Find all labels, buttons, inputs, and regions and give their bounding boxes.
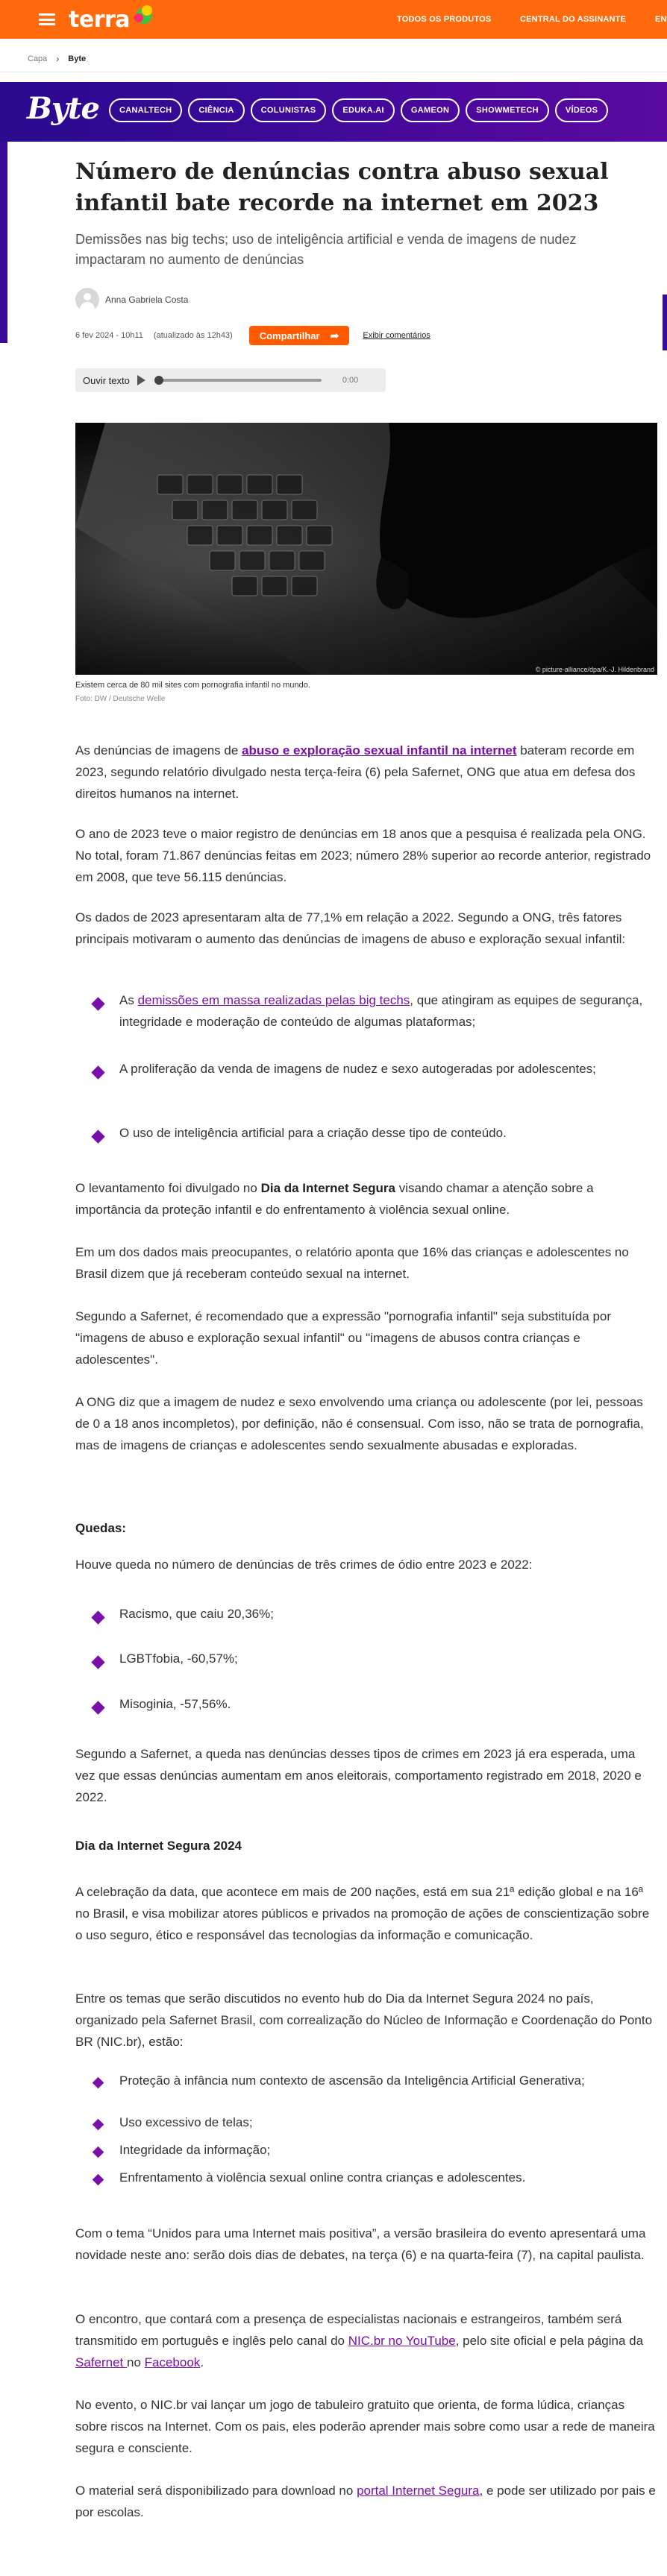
paragraph-3: Os dados de 2023 apresentaram alta de 77,1% em relação a 2022. Segundo a ONG, três fatores principais motivaram o aumento das denúncias de imagens de abuso e exploração sexual infantil: (75, 910, 626, 946)
paragraph-10: A celebração da data, que acontece em mais de 200 nações, está em sua 21ª edição global e na 16ª no Brasil, e visa mobilizar atores públicos e privados na promoção de ações de conscientização sobre o uso seguro, ético e responsável das tecnologias da informação e comunicação. (75, 1885, 650, 1942)
text: , que atingiram as equipes de segurança, integridade e moderação de conteúdo de algumas plataformas; (119, 993, 643, 1029)
paragraph-11: Entre os temas que serão discutidos no evento hub do Dia da Internet Segura 2024 no país, organizado pela Safernet Brasil, com correalização do Núcleo de Informação e Coordenação do Ponto BR (NIC.br), estão: (75, 1991, 653, 2049)
paragraph-7: A ONG diz que a imagem de nudez e sexo envolvendo uma criança ou adolescente (por lei, pessoas de 0 a 18 anos incompletos), por definição, não é consensual. Com isso, não se trata de pornografia, mas de imagens de crianças e adolescentes sendo sexualmente abusadas e exploradas. (75, 1395, 644, 1452)
left-accent-bar (0, 142, 7, 343)
paragraph-5: Em um dos dados mais preocupantes, o relatório aponta que 16% das crianças e adolescentes no Brasil dizem que já receberam conteúdo sexual na internet. (75, 1245, 629, 1281)
text: no (127, 2355, 145, 2369)
text: As denúncias de imagens de (75, 743, 242, 758)
show-comments-link[interactable]: Exibir comentários (363, 331, 430, 340)
paragraph-9: Segundo a Safernet, a queda nas denúncias desses tipos de crimes em 2023 já era esperada, uma vez que essas denúncias aumentam em anos eleitorais, comportamento registrado em 2018, 2020 e 2022. (75, 1747, 642, 1804)
link-nicbr-youtube[interactable]: NIC.br no YouTube (348, 2334, 456, 2348)
chevron-right-icon: › (56, 54, 60, 64)
list-item: Misoginia, -57,56%. (119, 1697, 231, 1711)
article-subtitle: Demissões nas big techs; uso de inteligência artificial e venda de imagens de nudez impactaram no aumento de denúncias (75, 232, 577, 267)
bullet-icon (91, 1655, 104, 1669)
publish-date: 6 fev 2024 - 10h11 (75, 331, 143, 340)
list-item (119, 989, 657, 1033)
heading-quedas: Quedas: (75, 1521, 127, 1535)
list-item: Enfrentamento à violência sexual online contra crianças e adolescentes. (119, 2170, 526, 2185)
author-name[interactable]: Anna Gabriela Costa (105, 295, 189, 305)
article-title: Número de denúncias contra abuso sexual infantil bate recorde na internet em 2023 (75, 159, 609, 216)
share-label: Compartilhar (259, 330, 320, 341)
bullet-icon (91, 1610, 104, 1624)
heading-safer-internet-day-2024: Dia da Internet Segura 2024 (75, 1839, 242, 1853)
paragraph-12: Com o tema “Unidos para uma Internet mais positiva”, a versão brasileira do evento apresentará uma novidade neste ano: serão dois dias de debates, na terça (6) e na quarta-feira (7), na capital paulista. (75, 2226, 646, 2262)
text: O material será disponibilizado para download no (75, 2484, 357, 2498)
list-item: Uso excessivo de telas; (119, 2115, 253, 2129)
link-safernet[interactable]: Safernet (75, 2355, 127, 2369)
channel-pill-showmetech[interactable]: SHOWMETECH (466, 98, 549, 122)
bullet-icon (93, 2077, 104, 2089)
link-abuse-exploitation[interactable]: abuso e exploração sexual infantil na internet (242, 743, 517, 758)
list-item: Racismo, que caiu 20,36%; (119, 1607, 274, 1621)
image-credit: © picture-alliance/dpa/K.-J. Hildenbrand (535, 666, 654, 673)
link-facebook[interactable]: Facebook (144, 2355, 201, 2369)
image-source: Foto: DW / Deutsche Welle (75, 695, 166, 703)
text: O encontro, que contará com a presença de especialistas nacionais e estrangeiros, também será transmitido em português e inglês pelo canal do (75, 2312, 622, 2348)
avatar-icon (75, 288, 99, 312)
byte-channel-nav (109, 98, 608, 122)
author-block (75, 288, 188, 312)
nav-all-products[interactable]: TODOS OS PRODUTOS (397, 15, 492, 24)
paragraph-8: Houve queda no número de denúncias de três crimes de ódio entre 2023 e 2022: (75, 1558, 533, 1572)
safer-internet-day: Dia da Internet Segura (260, 1181, 395, 1195)
bullet-icon (91, 1130, 104, 1143)
paragraph-2: O ano de 2023 teve o maior registro de denúncias em 18 anos que a pesquisa é realizada pela ONG. No total, foram 71.867 denúncias feitas em 2023; número 28% superior ao recorde anterior, registrado em 2008, que teve 56.115 denúncias. (75, 827, 651, 884)
image-caption: Existem cerca de 80 mil sites com pornografia infantil no mundo. (75, 681, 310, 690)
paragraph-1 (75, 740, 657, 804)
list-item: Proteção à infância num contexto de ascensão da Inteligência Artificial Generativa; (119, 2073, 585, 2088)
channel-pill-gameon[interactable]: GAMEON (401, 98, 460, 122)
channel-pill-eduka-ai[interactable]: EDUKA.AI (332, 98, 395, 122)
audio-time: 0:00 (342, 376, 359, 385)
breadcrumb-home[interactable]: Capa (28, 54, 48, 63)
keyboard-hand-illustration (75, 423, 657, 675)
audio-player (75, 368, 386, 392)
paragraph-14: No evento, o NIC.br vai lançar um jogo de tabuleiro gratuito que orienta, de forma lúdica, crianças sobre riscos na Internet. Com os pais, eles poderão aprender mais sobre como usar a rede de maneira segura e consciente. (75, 2398, 655, 2455)
article-meta (75, 326, 430, 345)
breadcrumb (28, 54, 86, 64)
bullet-icon (93, 2174, 104, 2186)
list-item: LGBTfobia, -60,57%; (119, 1651, 238, 1666)
text: , pelo site oficial e pela página da (455, 2334, 644, 2348)
breadcrumb-section[interactable]: Byte (68, 54, 87, 63)
hamburger-menu-icon[interactable] (39, 13, 55, 25)
audio-label: Ouvir texto (83, 374, 130, 386)
channel-pill-ciencia[interactable]: CIÊNCIA (188, 98, 244, 122)
list-item: Integridade da informação; (119, 2143, 271, 2157)
bullet-icon (91, 1065, 104, 1079)
text: visando chamar a atenção sobre a importância da proteção infantil e do enfrentamento à violência sexual online. (75, 1181, 594, 1217)
top-bar (0, 0, 667, 39)
share-arrow-icon: ➦ (330, 329, 339, 341)
byte-logo[interactable]: Byte (27, 91, 99, 126)
bullet-icon (93, 2147, 104, 2158)
nav-language[interactable]: EN (655, 15, 667, 24)
list-item: A proliferação da venda de imagens de nudez e sexo autogeradas por adolescentes; (119, 1062, 596, 1076)
bullet-icon (91, 997, 104, 1010)
text: O levantamento foi divulgado no (75, 1181, 261, 1195)
link-internet-segura-portal[interactable]: portal Internet Segura (357, 2484, 480, 2498)
bullet-icon (93, 2119, 104, 2131)
text: . (200, 2355, 204, 2369)
updated-time: (atualizado às 12h43) (153, 331, 233, 340)
text: , e pode ser utilizado por pais e por escolas. (75, 2484, 656, 2519)
nav-subscriber-center[interactable]: CENTRAL DO ASSINANTE (520, 15, 627, 24)
list-item: O uso de inteligência artificial para a criação desse tipo de conteúdo. (119, 1126, 507, 1140)
channel-pill-videos[interactable]: VÍDEOS (555, 98, 608, 122)
audio-progress-track[interactable] (156, 379, 322, 382)
link-big-tech-layoffs[interactable]: demissões em massa realizadas pelas big techs (137, 993, 410, 1007)
terra-logo-mark-icon (133, 4, 155, 27)
play-icon[interactable] (137, 375, 145, 385)
bullet-icon (91, 1701, 104, 1714)
paragraph-13 (75, 2308, 657, 2373)
share-button[interactable] (249, 326, 350, 345)
paragraph-4 (75, 1177, 657, 1221)
text: As (119, 993, 138, 1007)
terra-logo-text: terra (69, 6, 131, 33)
terra-logo[interactable] (69, 7, 155, 33)
channel-pill-canaltech[interactable]: CANALTECH (109, 98, 182, 122)
hero-image (75, 423, 657, 675)
paragraph-6: Segundo a Safernet, é recomendado que a expressão "pornografia infantil" seja substituída por "imagens de abuso e exploração sexual infantil" ou "imagens de abusos contra crianças e adolescentes". (75, 1309, 612, 1367)
paragraph-15 (75, 2480, 657, 2523)
text: bateram recorde em 2023, segundo relatório divulgado nesta terça-feira (6) pela Safernet, ONG que atua em defesa dos direitos humanos na internet. (75, 743, 636, 801)
audio-progress-knob[interactable] (154, 376, 163, 385)
right-accent-bar (663, 295, 667, 350)
byte-section-header (0, 82, 667, 142)
channel-pill-colunistas[interactable]: COLUNISTAS (251, 98, 327, 122)
